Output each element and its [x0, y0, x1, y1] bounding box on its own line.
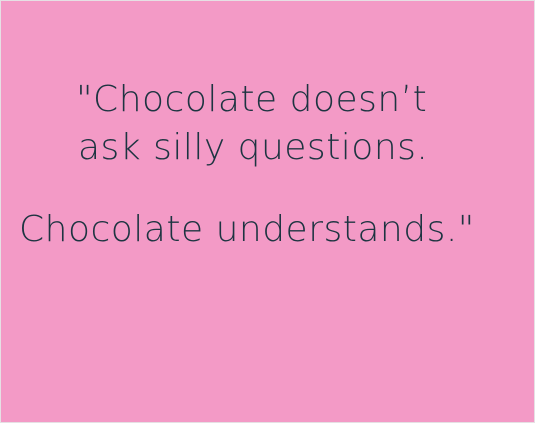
- quote-line-2: ask silly questions.: [78, 127, 429, 168]
- quote-line-3: Chocolate understands.": [19, 209, 475, 250]
- quote-line-1: "Chocolate doesn’t: [76, 79, 428, 120]
